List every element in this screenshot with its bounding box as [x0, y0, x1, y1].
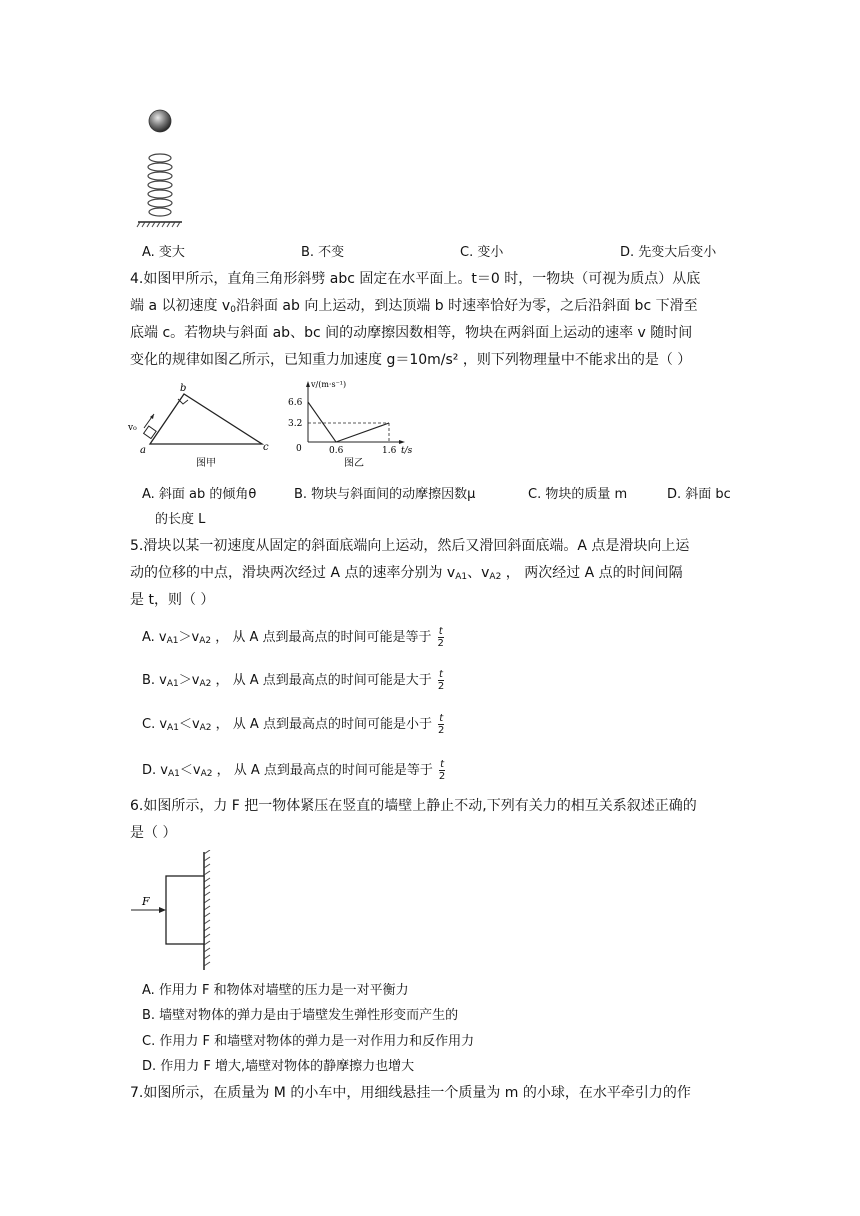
block: [166, 876, 204, 944]
x-axis-label: t/s: [401, 446, 413, 456]
spring-coil: [148, 154, 172, 216]
q3-option-c: C. 变小: [460, 245, 504, 260]
y-tick-3-2: 3.2: [288, 419, 303, 429]
label-c: c: [263, 442, 269, 453]
q7-line-1: 7.如图所示，在质量为 M 的小车中，用细线悬挂一个质量为 m 的小球，在水平牵引力的作: [130, 1085, 691, 1101]
label-b: b: [180, 383, 187, 394]
q4-option-c: C. 物块的质量 m: [528, 487, 628, 502]
x-tick-1-6: 1.6: [382, 446, 397, 456]
origin-label: 0: [296, 444, 302, 454]
q5-line-2: 动的位移的中点，滑块两次经过 A 点的速率分别为 $v_{A1}$、$v_{A2}$ ， 两次经过 A 点的时间间隔: [130, 565, 683, 582]
q6-option-b: B. 墙壁对物体的弹力是由于墙壁发生弹性形变而产生的: [142, 1008, 459, 1023]
q5-line-1: 5.滑块以某一初速度从固定的斜面底端向上运动，然后又滑回斜面底端。A 点是滑块向上运: [130, 538, 690, 554]
fraction-t-over-2: $\frac{t}{2}$: [437, 713, 445, 736]
q6-option-d: D. 作用力 F 增大,墙壁对物体的静摩擦力也增大: [142, 1059, 415, 1074]
q4-option-a: A. 斜面 ab 的倾角θ: [142, 487, 257, 502]
q5-line-3: 是 t，则（ ）: [130, 592, 215, 608]
fraction-t-over-2: $\frac{t}{2}$: [437, 626, 444, 649]
q3-option-a: A. 变大: [142, 245, 185, 260]
label-a: a: [140, 445, 146, 456]
q6-line-1: 6.如图所示，力 F 把一物体紧压在竖直的墙壁上静止不动,下列有关力的相互关系叙述正确的: [130, 798, 697, 814]
q4-line-3: 底端 c。若物块与斜面 ab、bc 间的动摩擦因数相等，物块在两斜面上运动的速率 v 随时间: [130, 325, 693, 341]
x-tick-0-6: 0.6: [329, 446, 344, 456]
q4-line-4: 变化的规律如图乙所示，已知重力加速度 g＝10m/s² ，则下列物理量中不能求出的是（ ）: [130, 352, 692, 368]
q6-option-a: A. 作用力 F 和物体对墙壁的压力是一对平衡力: [142, 983, 409, 998]
q6-option-c: C. 作用力 F 和墙壁对物体的弹力是一对作用力和反作用力: [142, 1034, 475, 1049]
q4-line-1: 4.如图甲所示，直角三角形斜劈 abc 固定在水平面上。t＝0 时，一物块（可视为质点）从底: [130, 271, 701, 287]
label-v0: v₀: [128, 423, 137, 433]
vt-curve: [308, 402, 389, 442]
q4-line-2: 端 a 以初速度 $v_0$沿斜面 ab 向上运动，到达顶端 b 时速率恰好为零，之后沿斜面 bc 下滑至: [130, 298, 698, 315]
q5-option-b: B. $v_{A1}>v_{A2}$ ， 从 A 点到最高点的时间可能是大于 $\frac{t}{2}$: [142, 669, 445, 692]
q4-option-d-cont: 的长度 L: [155, 512, 206, 527]
force-label-f: F: [142, 895, 150, 908]
q3-option-d: D. 先变大后变小: [620, 245, 717, 260]
q4-option-d: D. 斜面 bc: [667, 487, 731, 502]
q5-option-a: A. $v_{A1}>v_{A2}$ ， 从 A 点到最高点的时间可能是等于 $\frac{t}{2}$: [142, 626, 444, 649]
ball: [149, 110, 171, 132]
q3-option-b: B. 不变: [301, 245, 345, 260]
figure-jia-triangle: [126, 378, 276, 470]
q4-option-b: B. 物块与斜面间的动摩擦因数μ: [294, 487, 476, 502]
q5-option-d: D. $v_{A1}<v_{A2}$ ， 从 A 点到最高点的时间可能是等于 $\frac{t}{2}$: [142, 759, 446, 782]
caption-jia: 图甲: [196, 458, 216, 469]
block-wall-figure: [128, 850, 218, 972]
q6-line-2: 是（ ）: [130, 825, 177, 841]
fraction-t-over-2: $\frac{t}{2}$: [438, 759, 446, 782]
y-axis-label: v/(m·s⁻¹): [311, 380, 347, 389]
caption-yi: 图乙: [344, 458, 364, 469]
y-tick-6-6: 6.6: [288, 398, 303, 408]
q5-option-c: C. $v_{A1}<v_{A2}$ ， 从 A 点到最高点的时间可能是小于 $\frac{t}{2}$: [142, 713, 445, 736]
fraction-t-over-2: $\frac{t}{2}$: [437, 669, 445, 692]
ball-spring-figure: [136, 104, 196, 234]
figure-yi-vt-graph: [288, 378, 433, 470]
